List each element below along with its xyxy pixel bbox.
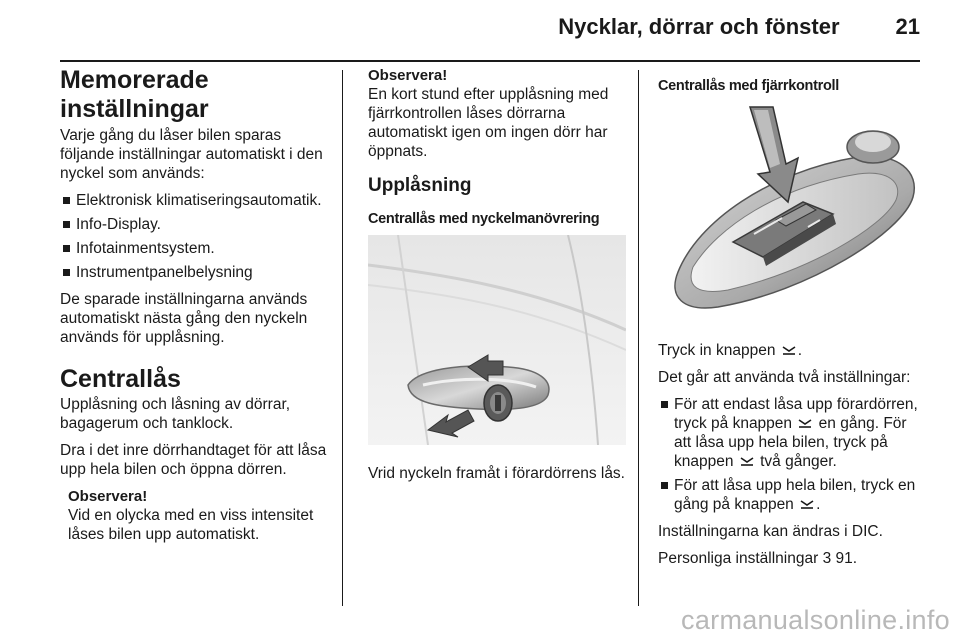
note-text: En kort stund efter upplåsning med fjärrkontrollen låses dörrarna automatiskt igen om ingen dörr har öppnats. xyxy=(368,86,609,160)
column-divider-2 xyxy=(638,70,639,606)
section-heading-memorized: Memorerade inställningar xyxy=(60,66,209,123)
note-relock xyxy=(368,66,626,161)
section-heading-central-lock: Centrallås xyxy=(60,364,181,393)
list-item: Infotainmentsystem. xyxy=(60,239,330,258)
header-title: Nycklar, dörrar och fönster xyxy=(558,14,840,39)
list-item: För att låsa upp hela bilen, tryck en gång på knappen . xyxy=(658,476,926,514)
dic-text: Inställningarna kan ändras i DIC. xyxy=(658,523,883,540)
unlock-symbol-icon xyxy=(798,418,812,429)
note-title: Observera! xyxy=(68,488,148,506)
page-number: 21 xyxy=(895,14,920,39)
press-button-text: Tryck in knappen . xyxy=(658,342,803,359)
note-text: Vid en olycka med en viss intensitet låses bilen upp automatiskt. xyxy=(68,507,314,544)
subheading-key-operation: Centrallås med nyckelmanövrering xyxy=(368,211,600,227)
watermark: carmanualsonline.info xyxy=(681,605,950,635)
section-heading-unlocking: Upplåsning xyxy=(368,175,472,196)
see-page-arrow-icon: 3 xyxy=(822,550,832,567)
memorized-after: De sparade inställningarna används automatiskt nästa gång den nyckeln används för upplåsning. xyxy=(60,290,308,346)
personal-settings-ref: Personliga inställningar 3 91. xyxy=(658,550,858,567)
central-lock-handle: Dra i det inre dörrhandtaget för att låsa upp hela bilen och öppna dörren. xyxy=(60,442,327,479)
list-item: Elektronisk klimatiseringsautomatik. xyxy=(60,191,330,210)
two-settings-text: Det går att använda två inställningar: xyxy=(658,369,911,386)
settings-list xyxy=(658,395,926,514)
memorized-list xyxy=(60,191,330,282)
unlock-symbol-icon xyxy=(800,499,814,510)
list-item: Info-Display. xyxy=(60,215,330,234)
header-rule xyxy=(60,60,920,62)
page-reference-link[interactable]: 91. xyxy=(835,550,858,567)
note-accident xyxy=(68,487,330,544)
door-lock-illustration xyxy=(368,235,626,450)
key-caption: Vrid nyckeln framåt i förardörrens lås. xyxy=(368,465,625,482)
remote-key-illustration xyxy=(658,102,926,327)
page-header xyxy=(558,14,920,50)
unlock-symbol-icon xyxy=(782,345,796,356)
column-3 xyxy=(658,66,926,576)
unlock-symbol-icon xyxy=(740,456,754,467)
subheading-remote: Centrallås med fjärrkontroll xyxy=(658,78,839,94)
list-item: För att endast låsa upp förardörren, tryck på knappen en gång. För att låsa upp hela bilen, tryck på knappen två gånger. xyxy=(658,395,926,471)
central-lock-desc: Upplåsning och låsning av dörrar, bagagerum och tanklock. xyxy=(60,396,291,433)
column-1 xyxy=(60,66,330,552)
memorized-intro: Varje gång du låser bilen sparas följande inställningar automatiskt i den nyckel som används: xyxy=(60,126,323,182)
column-divider-1 xyxy=(342,70,343,606)
list-item: Instrumentpanelbelysning xyxy=(60,263,330,282)
note-title: Observera! xyxy=(368,67,448,84)
column-2 xyxy=(368,66,626,491)
